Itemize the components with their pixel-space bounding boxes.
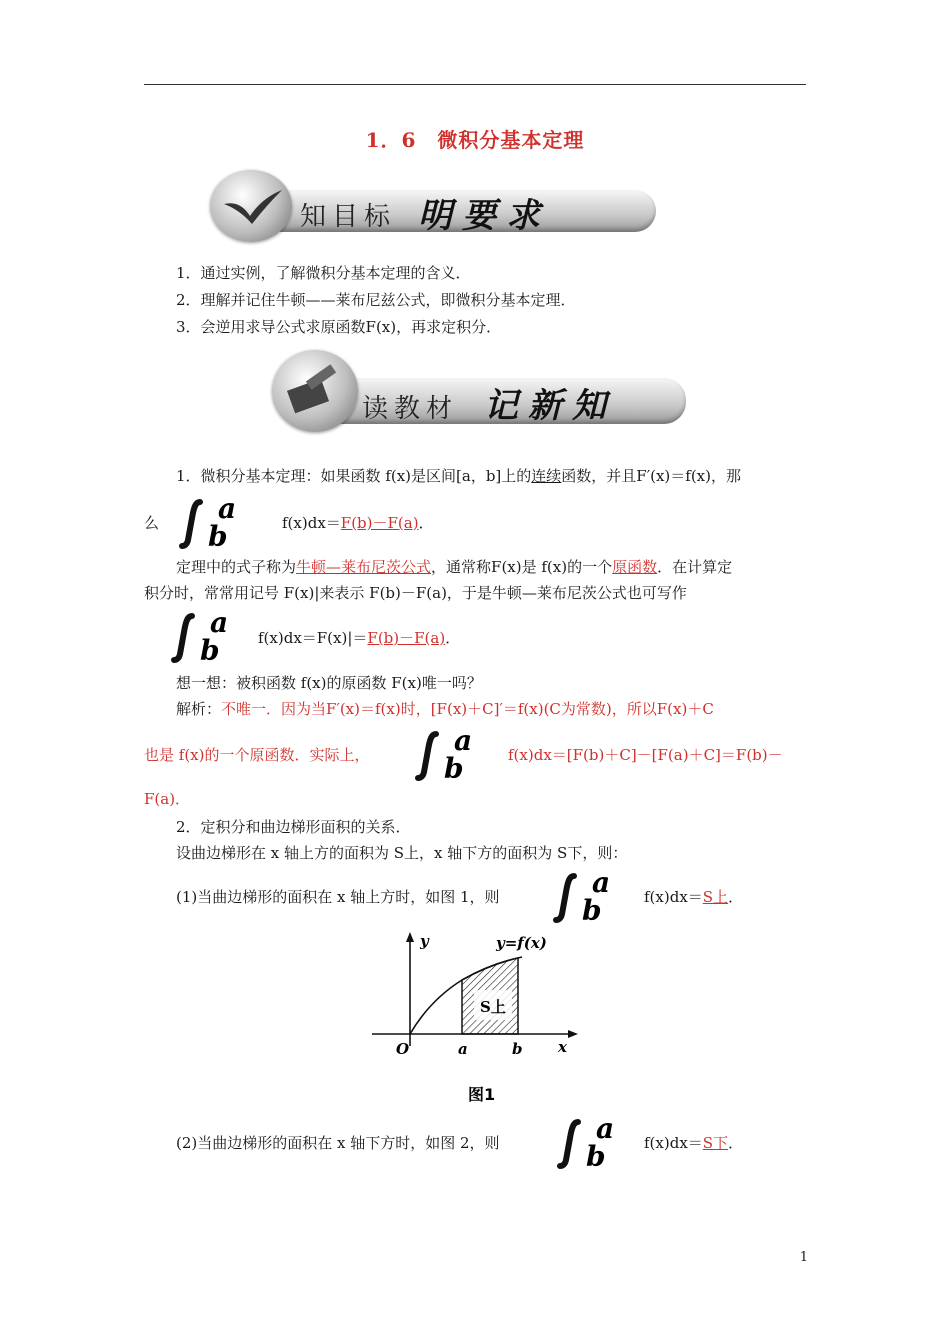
integral-sign	[414, 728, 500, 782]
case-1-text: (1)当曲边梯形的面积在 x 轴上方时，如图 1，则	[176, 888, 500, 906]
svg-text:O: O	[396, 1040, 410, 1058]
theorem-line-1: 1．微积分基本定理：如果函数 f(x)是区间[a，b]上的连续函数，并且F′(x)＝f(x)，那	[176, 467, 741, 485]
svg-text:a: a	[596, 1116, 615, 1145]
section-2-intro: 设曲边梯形在 x 轴上方的面积为 S上，x 轴下方的面积为 S下，则：	[176, 844, 628, 862]
case-2-formula: f(x)dx＝S下．	[644, 1134, 744, 1152]
formula-1: f(x)dx＝F(b)－F(a)．	[282, 514, 434, 532]
analysis-line-1: 解析：不唯一．因为当F′(x)＝f(x)时，[F(x)＋C]′＝f(x)(C为常数)，所以F(x)＋C	[176, 700, 714, 718]
case-1-formula: f(x)dx＝S上．	[644, 888, 744, 906]
svg-text:a: a	[210, 610, 229, 639]
goal-2: 2．理解并记住牛顿——莱布尼兹公式，即微积分基本定理．	[176, 291, 576, 309]
integral-sign	[170, 610, 256, 664]
figure-1	[370, 928, 586, 1106]
goal-3: 3．会逆用求导公式求原函数F(x)，再求定积分．	[176, 318, 502, 336]
svg-text:a: a	[454, 728, 473, 757]
integral-sign	[556, 1116, 642, 1170]
svg-text:a: a	[592, 870, 611, 899]
svg-text:b: b	[586, 1140, 606, 1170]
svg-text:b: b	[208, 520, 228, 550]
svg-text:b: b	[444, 752, 464, 782]
case-2-text: (2)当曲边梯形的面积在 x 轴下方时，如图 2，则	[176, 1134, 500, 1152]
svg-text:x: x	[558, 1038, 567, 1056]
page-number: 1	[799, 1250, 808, 1265]
svg-text:a: a	[458, 1040, 468, 1058]
svg-text:S上: S上	[480, 998, 506, 1016]
svg-text:y: y	[420, 932, 429, 950]
analysis-formula: f(x)dx＝[F(b)＋C]－[F(a)＋C]＝F(b)－	[508, 746, 783, 764]
svg-text:b: b	[582, 894, 602, 924]
svg-text:b: b	[512, 1040, 523, 1058]
integral-sign	[552, 870, 638, 924]
think-question: 想一想：被积函数 f(x)的原函数 F(x)唯一吗？	[176, 674, 482, 692]
section-2-heading: 2．定积分和曲边梯形面积的关系．	[176, 818, 411, 836]
books-icon	[272, 350, 358, 432]
svg-text:a: a	[218, 496, 237, 525]
newton-line-1: 定理中的式子称为牛顿—莱布尼茨公式，通常称F(x)是 f(x)的一个原函数．在计算定	[176, 558, 733, 576]
integral-sign	[178, 496, 264, 550]
svg-text:图1: 图1	[468, 1085, 496, 1104]
formula-2: f(x)dx＝F(x)|＝F(b)－F(a)．	[258, 629, 461, 647]
top-rule	[144, 84, 806, 85]
svg-text:b: b	[200, 634, 220, 664]
newton-line-2: 积分时，常常用记号 F(x)|来表示 F(b)－F(a)，于是牛顿—莱布尼茨公式也可写作	[144, 584, 687, 602]
section-banner-goals: 知目标 明要求	[200, 168, 656, 238]
analysis-line-3: F(a)．	[144, 790, 191, 808]
svg-text:y=f(x): y=f(x)	[496, 934, 547, 952]
analysis-line-2: 也是 f(x)的一个原函数．实际上，	[144, 746, 370, 764]
page-title: 1．6 微积分基本定理	[365, 128, 585, 152]
bird-icon	[210, 170, 292, 242]
section-banner-textbook: 读教材 记新知	[262, 348, 686, 438]
goal-1: 1．通过实例，了解微积分基本定理的含义．	[176, 264, 471, 282]
